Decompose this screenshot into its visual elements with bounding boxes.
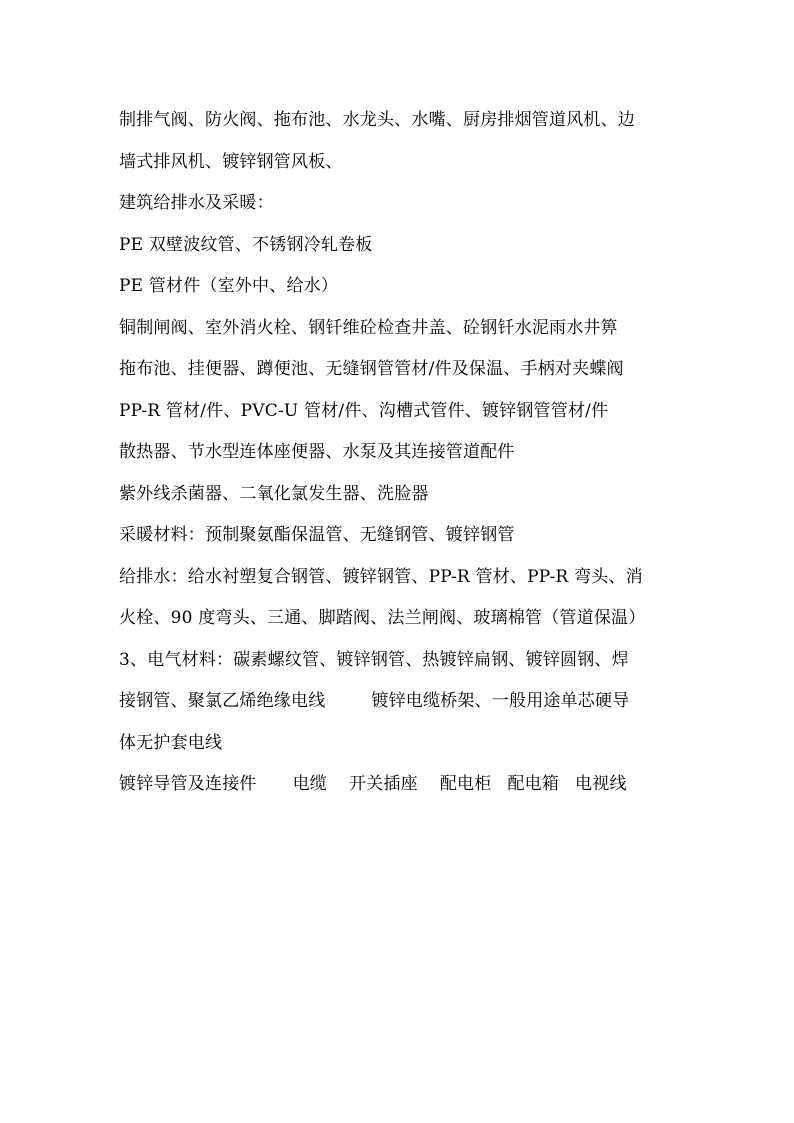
text-line-15 [119,681,684,723]
document-body [119,100,684,806]
text-line-12: 给排水：给水衬塑复合钢管、镀锌钢管、PP-R 管材、PP-R 弯头、消 [119,566,643,587]
material-item-cable: 电缆 [292,774,328,794]
text-line-5: PE 管材件（室外中、给水） [119,276,339,296]
text-line-10: 紫外线杀菌器、二氧化氯发生器、洗脸器 [119,483,429,504]
text-line-8: PP-R 管材/件、PVC-U 管材/件、沟槽式管件、镀锌钢管管材/件 [119,400,609,421]
material-item-tv-cable: 电视线 [575,774,627,794]
text-line-2: 墙式排风机、镀锌钢管风板、 [119,151,343,172]
material-item-distribution-cabinet: 配电柜 [439,774,492,794]
material-item-conduit: 镀锌导管及连接件 [119,774,257,794]
text-line-15-part-2: 镀锌电缆桥架、一般用途单芯硬导 [371,691,630,711]
text-line-7: 拖布池、挂便器、蹲便池、无缝钢管管材/件及保温、手柄对夹蝶阀 [119,359,624,379]
text-line-4: PE 双壁波纹管、不锈钢冷轧卷板 [119,234,373,255]
section-heading-electrical: 3、电气材料：碳素螺纹管、镀锌钢管、热镀锌扁钢、镀锌圆钢、焊 [119,649,629,670]
material-item-distribution-box: 配电箱 [507,774,560,794]
section-heading-building-water: 建筑给排水及采暖： [119,193,274,213]
text-line-9: 散热器、节水型连体座便器、水泵及其连接管道配件 [119,442,515,462]
text-line-1: 制排气阀、防火阀、拖布池、水龙头、水嘴、厨房排烟管道风机、边 [119,110,635,130]
text-line-16: 体无护套电线 [119,732,223,753]
text-line-15-part-1: 接钢管、聚氯乙烯绝缘电线 [119,691,326,711]
text-line-17 [119,764,684,806]
text-line-13: 火栓、90 度弯头、三通、脚踏阀、法兰闸阀、玻璃棉管（管道保温） [119,608,646,628]
text-line-6: 铜制闸阀、室外消火栓、钢钎维砼检查井盖、砼钢钎水泥雨水井箅 [119,317,618,338]
text-line-11: 采暖材料：预制聚氨酯保温管、无缝钢管、镀锌钢管 [119,525,515,545]
material-item-switch-socket: 开关插座 [349,774,418,794]
